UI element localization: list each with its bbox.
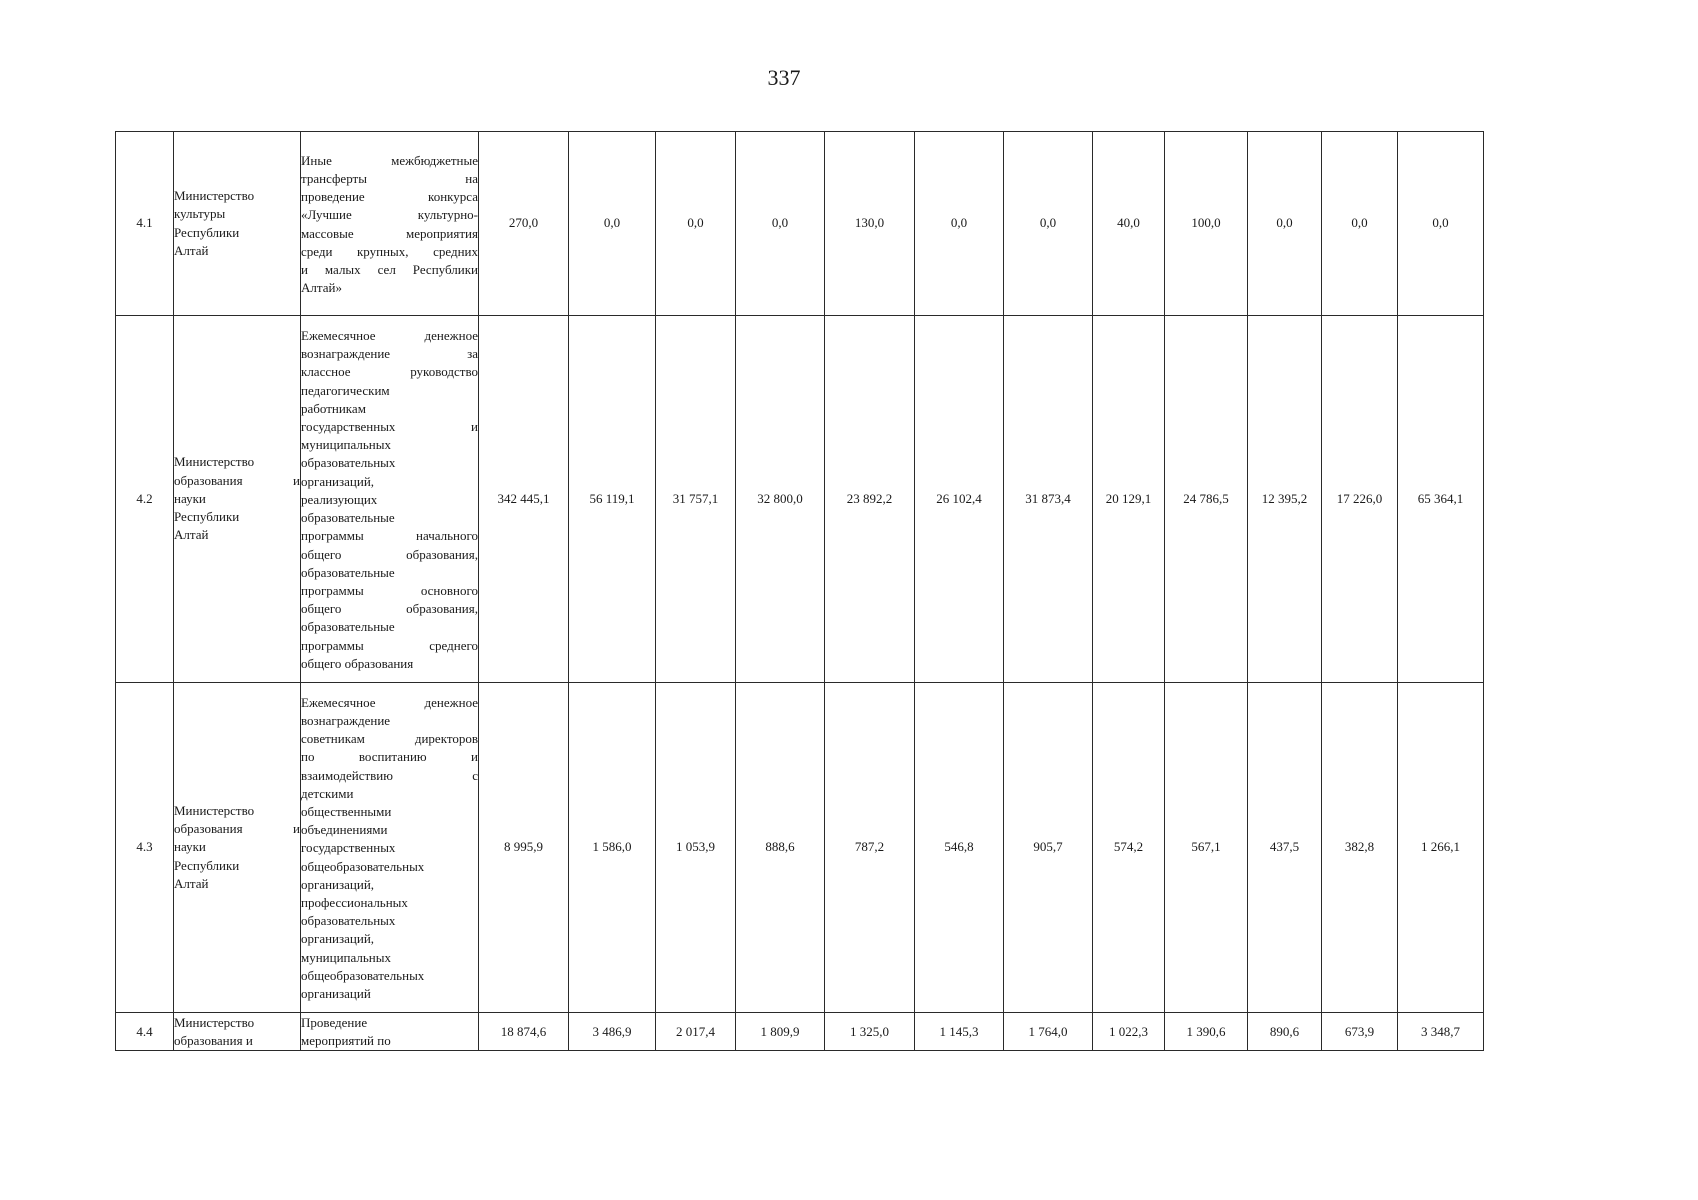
amount-cell: 567,1 <box>1165 683 1248 1013</box>
page-number: 337 <box>767 65 801 90</box>
organization-line: образования и <box>174 821 300 837</box>
amount-cell: 3 348,7 <box>1398 1013 1484 1051</box>
row-number-cell: 4.2 <box>116 316 174 683</box>
amount-cell: 1 266,1 <box>1398 683 1484 1013</box>
description-line: организаций, <box>301 473 375 489</box>
organization-cell <box>174 132 301 316</box>
organization-line: науки <box>174 490 206 506</box>
description-line: «Лучшие культурно- <box>301 207 478 223</box>
organization-line: Министерство <box>174 188 255 204</box>
amount-cell: 1 586,0 <box>569 683 656 1013</box>
description-line: программы основного <box>301 582 478 598</box>
amount-cell: 24 786,5 <box>1165 316 1248 683</box>
amount-cell: 1 809,9 <box>736 1013 825 1051</box>
description-line: и малых сел Республики <box>301 261 478 277</box>
amount-cell: 17 226,0 <box>1322 316 1398 683</box>
description-cell <box>301 132 479 316</box>
description-line: реализующих <box>301 491 378 507</box>
description-line: программы начального <box>301 528 478 544</box>
amount-cell: 3 486,9 <box>569 1013 656 1051</box>
description-line: образовательные <box>301 619 395 635</box>
table-row <box>116 683 1484 1013</box>
amount-cell: 787,2 <box>825 683 915 1013</box>
amount-cell: 12 395,2 <box>1248 316 1322 683</box>
description-cell <box>301 1013 479 1051</box>
organization-line: Алтай <box>174 527 209 543</box>
amount-cell: 31 873,4 <box>1004 316 1093 683</box>
organization-cell <box>174 1013 301 1051</box>
amount-cell: 1 325,0 <box>825 1013 915 1051</box>
description-line: Ежемесячное денежное <box>301 694 478 710</box>
description-line: взаимодействию с <box>301 767 478 783</box>
amount-cell: 1 053,9 <box>656 683 736 1013</box>
description-line: работникам <box>301 400 366 416</box>
description-line: Алтай» <box>301 280 342 296</box>
amount-cell: 0,0 <box>1004 132 1093 316</box>
organization-line: Республики <box>174 857 240 873</box>
description-line: Ежемесячное денежное <box>301 328 478 344</box>
description-line: организаций <box>301 986 371 1002</box>
amount-cell: 1 390,6 <box>1165 1013 1248 1051</box>
amount-cell: 2 017,4 <box>656 1013 736 1051</box>
description-line: общего образования, <box>301 601 478 617</box>
amount-cell: 342 445,1 <box>479 316 569 683</box>
amount-cell: 1 145,3 <box>915 1013 1004 1051</box>
amount-cell: 0,0 <box>1322 132 1398 316</box>
description-line: муниципальных <box>301 949 392 965</box>
organization-line: Министерство <box>174 1015 255 1030</box>
amount-cell: 0,0 <box>1398 132 1484 316</box>
organization-line: Алтай <box>174 242 209 258</box>
amount-cell: 18 874,6 <box>479 1013 569 1051</box>
table-row <box>116 1013 1484 1051</box>
organization-cell <box>174 316 301 683</box>
amount-cell: 100,0 <box>1165 132 1248 316</box>
description-line: трансферты на <box>301 170 478 186</box>
description-line: общего образования, <box>301 546 478 562</box>
amount-cell: 270,0 <box>479 132 569 316</box>
table-body <box>116 132 1484 1051</box>
description-cell <box>301 316 479 683</box>
organization-line: Министерство <box>174 454 255 470</box>
description-line: объединениями <box>301 822 388 838</box>
amount-cell: 130,0 <box>825 132 915 316</box>
budget-table <box>115 131 1484 1051</box>
amount-cell: 437,5 <box>1248 683 1322 1013</box>
organization-line: Министерство <box>174 802 255 818</box>
description-line: вознаграждение <box>301 712 391 728</box>
description-line: по воспитанию и <box>301 749 478 765</box>
description-line: организаций, <box>301 876 375 892</box>
description-line: классное руководство <box>301 364 478 380</box>
description-line: программы среднего <box>301 637 478 653</box>
description-line: детскими <box>301 785 354 801</box>
table-row <box>116 316 1484 683</box>
description-line: советникам директоров <box>301 731 478 747</box>
organization-line: Алтай <box>174 875 209 891</box>
amount-cell: 26 102,4 <box>915 316 1004 683</box>
amount-cell: 23 892,2 <box>825 316 915 683</box>
amount-cell: 574,2 <box>1093 683 1165 1013</box>
amount-cell: 546,8 <box>915 683 1004 1013</box>
description-line: образовательные <box>301 564 395 580</box>
amount-cell: 0,0 <box>736 132 825 316</box>
description-line: мероприятий по <box>301 1033 391 1049</box>
description-line: образовательных <box>301 455 396 471</box>
amount-cell: 32 800,0 <box>736 316 825 683</box>
organization-line: Республики <box>174 224 240 240</box>
organization-line: образования и <box>174 1033 253 1049</box>
amount-cell: 20 129,1 <box>1093 316 1165 683</box>
amount-cell: 8 995,9 <box>479 683 569 1013</box>
description-line: профессиональных <box>301 895 408 910</box>
amount-cell: 0,0 <box>656 132 736 316</box>
description-line: общественными <box>301 803 392 819</box>
amount-cell: 1 764,0 <box>1004 1013 1093 1051</box>
description-line: образовательных <box>301 913 396 929</box>
amount-cell: 0,0 <box>915 132 1004 316</box>
description-line: организаций, <box>301 931 375 947</box>
description-line: массовые мероприятия <box>301 225 478 241</box>
description-line: среди крупных, средних <box>301 243 478 259</box>
organization-line: культуры <box>174 206 226 222</box>
description-line: муниципальных <box>301 437 392 453</box>
description-cell <box>301 683 479 1013</box>
row-number-cell: 4.3 <box>116 683 174 1013</box>
description-line: вознаграждение за <box>301 346 478 362</box>
amount-cell: 0,0 <box>569 132 656 316</box>
amount-cell: 888,6 <box>736 683 825 1013</box>
amount-cell: 0,0 <box>1248 132 1322 316</box>
description-line: образовательные <box>301 510 395 526</box>
organization-line: Республики <box>174 509 240 525</box>
description-line: педагогическим <box>301 382 390 398</box>
row-number-cell: 4.1 <box>116 132 174 316</box>
description-line: государственных <box>301 840 396 856</box>
organization-line: науки <box>174 839 206 855</box>
description-line: проведение конкурса <box>301 189 478 205</box>
amount-cell: 890,6 <box>1248 1013 1322 1051</box>
table-row <box>116 132 1484 316</box>
organization-cell <box>174 683 301 1013</box>
amount-cell: 56 119,1 <box>569 316 656 683</box>
organization-line: образования и <box>174 472 300 488</box>
description-line: общеобразовательных <box>301 858 425 874</box>
description-line: Проведение <box>301 1015 368 1030</box>
amount-cell: 65 364,1 <box>1398 316 1484 683</box>
amount-cell: 905,7 <box>1004 683 1093 1013</box>
row-number-cell: 4.4 <box>116 1013 174 1051</box>
amount-cell: 40,0 <box>1093 132 1165 316</box>
description-line: общеобразовательных <box>301 967 425 983</box>
amount-cell: 1 022,3 <box>1093 1013 1165 1051</box>
amount-cell: 382,8 <box>1322 683 1398 1013</box>
description-line: общего образования <box>301 655 414 671</box>
amount-cell: 31 757,1 <box>656 316 736 683</box>
description-line: государственных и <box>301 419 478 435</box>
description-line: Иные межбюджетные <box>301 152 478 168</box>
amount-cell: 673,9 <box>1322 1013 1398 1051</box>
